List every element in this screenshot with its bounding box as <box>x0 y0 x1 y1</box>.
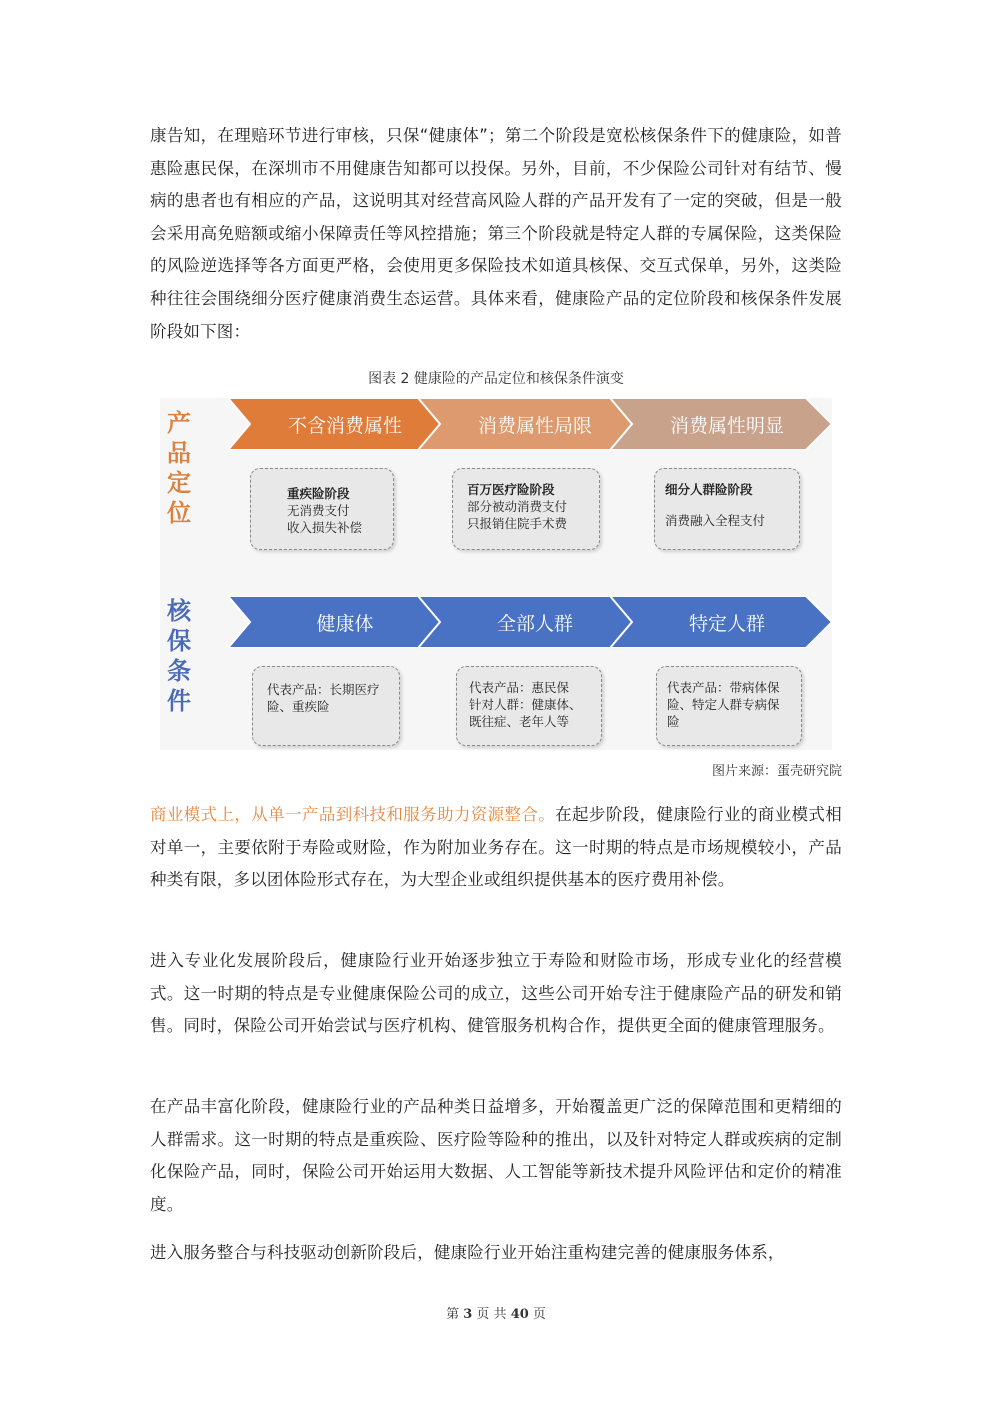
condition-box-3 <box>656 666 802 746</box>
footer-suffix: 页 <box>532 1307 546 1322</box>
stage-box-2 <box>452 468 600 550</box>
chevron-label: 消费属性明显 <box>669 414 784 437</box>
stage-box-text: 无消费支付 收入损失补偿 <box>287 503 363 535</box>
footer-page-number: 3 <box>463 1307 473 1322</box>
chevron-label: 不含消费属性 <box>287 414 402 437</box>
figure-caption: 图表 2 健康险的产品定位和核保条件演变 <box>368 371 624 387</box>
row-label-text: 产品定位 <box>167 409 191 527</box>
stage-box-text: 部分被动消费支付 只报销住院手术费 <box>467 499 568 531</box>
condition-box-2 <box>456 666 602 746</box>
chevron-stage-3 <box>610 596 832 648</box>
stage-box-1 <box>250 468 394 550</box>
paragraph-service-integration: 进入服务整合与科技驱动创新阶段后，健康险行业开始注重构建完善的健康服务体系， <box>150 1243 785 1262</box>
row-label-underwriting <box>164 596 194 716</box>
chevron-stage-2 <box>418 398 640 450</box>
stage-box-title: 细分人群险阶段 <box>665 482 753 497</box>
chevron-label: 消费属性局限 <box>477 414 592 437</box>
page-footer <box>0 1303 992 1322</box>
condition-box-text: 代表产品：带病体保险、特定人群专病保险 <box>667 680 780 729</box>
footer-middle: 页 共 <box>476 1307 507 1322</box>
chevron-label: 健康体 <box>316 612 374 635</box>
paragraph-business-model <box>150 799 842 897</box>
chevron-stage-1 <box>228 596 450 648</box>
figure-product-positioning <box>160 398 832 750</box>
condition-box-1 <box>252 666 400 746</box>
chevron-stage-3 <box>610 398 832 450</box>
condition-box-text: 代表产品：惠民保 针对人群：健康体、既往症、老年人等 <box>469 680 582 729</box>
paragraph-product-enrichment: 在产品丰富化阶段，健康险行业的产品种类日益增多，开始覆盖更广泛的保障范围和更精细的人群需求。这一时期的特点是重疾险、医疗险等险种的推出，以及针对特定人群或疾病的定制化保险产品，同时，保险公司开始运用大数据、人工智能等新技术提升风险评估和定价的精准度。 <box>150 1097 842 1214</box>
row-label-product-positioning <box>164 408 194 528</box>
footer-prefix: 第 <box>446 1307 460 1322</box>
figure-source: 图片来源：蛋壳研究院 <box>711 764 842 779</box>
stage-box-title: 重疾险阶段 <box>287 486 350 501</box>
row-label-text: 核保条件 <box>167 597 191 715</box>
stage-box-3 <box>654 468 800 550</box>
stage-box-text: 消费融入全程支付 <box>665 513 766 528</box>
chevron-stage-1 <box>228 398 450 450</box>
paragraph-intro: 康告知，在理赔环节进行审核，只保“健康体”；第二个阶段是宽松核保条件下的健康险，如普惠险惠民保，在深圳市不用健康告知都可以投保。另外，目前，不少保险公司针对有结节、慢病的患者也有相应的产品，这说明其对经营高风险人群的产品开发有了一定的突破，但是一般会采用高免赔额或缩小保障责任等风控措施；第三个阶段就是特定人群的专属保险，这类保险的风险逆选择等各方面更严格，会使用更多保险技术如道具核保、交互式保单，另外，这类险种往往会围绕细分医疗健康消费生态运营。具体来看，健康险产品的定位阶段和核保条件发展阶段如下图： <box>150 126 842 341</box>
paragraph-text: 在起步阶段，健康险行业的商业模式相对单一，主要依附于寿险或财险，作为附加业务存在。这一时期的特点是市场规模较小，产品种类有限，多以团体险形式存在，为大型企业或组织提供基本的医疗费用补偿。 <box>150 805 842 890</box>
chevron-stage-2 <box>418 596 640 648</box>
highlight-heading: 商业模式上，从单一产品到科技和服务助力资源整合。 <box>150 805 556 824</box>
footer-total-pages: 40 <box>510 1307 529 1322</box>
chevron-label: 特定人群 <box>688 612 765 635</box>
chevron-label: 全部人群 <box>496 612 573 635</box>
paragraph-specialization: 进入专业化发展阶段后，健康险行业开始逐步独立于寿险和财险市场，形成专业化的经营模式。这一时期的特点是专业健康保险公司的成立，这些公司开始专注于健康险产品的研发和销售。同时，保险公司开始尝试与医疗机构、健管服务机构合作，提供更全面的健康管理服务。 <box>150 951 842 1036</box>
condition-box-text: 代表产品：长期医疗险、重疾险 <box>267 682 380 714</box>
stage-box-title: 百万医疗险阶段 <box>467 482 555 497</box>
